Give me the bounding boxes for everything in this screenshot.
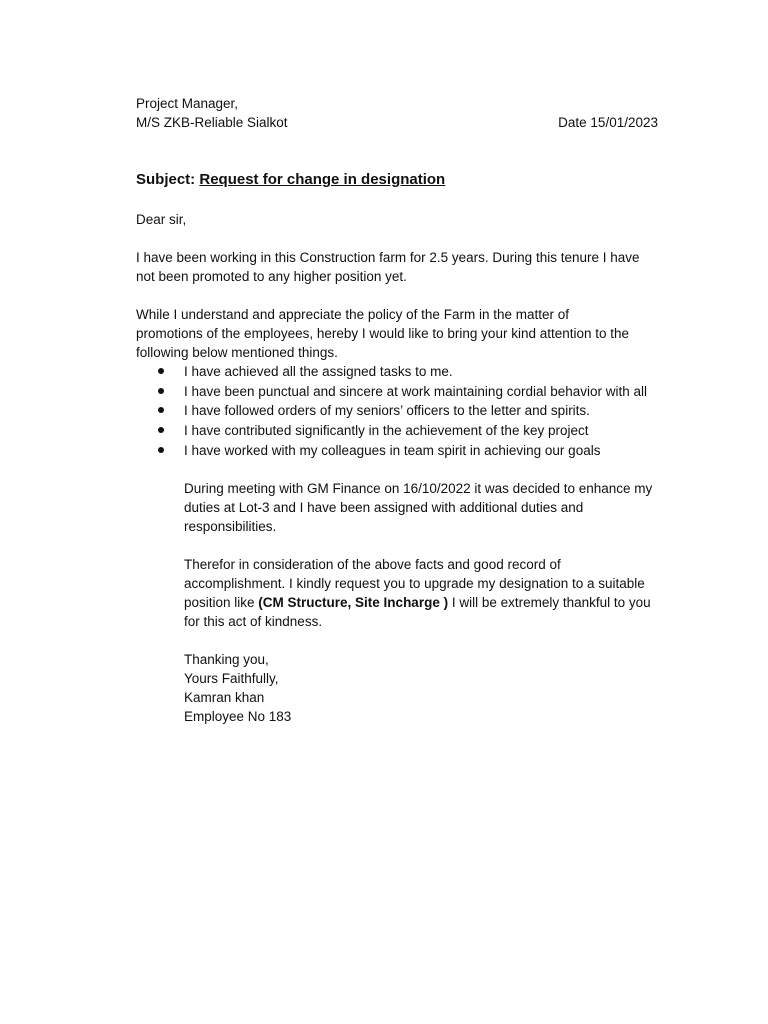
bullet-item: I have worked with my colleagues in team spirit in achieving our goals — [184, 443, 601, 458]
paragraph4-line: for this act of kindness. — [184, 614, 323, 629]
closing-thanks: Thanking you, — [184, 652, 269, 667]
subject-label: Subject: — [136, 171, 196, 188]
paragraph4-text: position like — [184, 595, 259, 610]
paragraph3-line: responsibilities. — [184, 519, 277, 534]
paragraph4-line: accomplishment. I kindly request you to upgrade my designation to a suitable — [184, 576, 645, 591]
recipient-company: M/S ZKB-Reliable Sialkot — [136, 115, 288, 130]
recipient-title: Project Manager, — [136, 96, 239, 111]
bullet-icon — [158, 368, 164, 374]
bullet-icon — [158, 427, 164, 433]
bullet-item: I have achieved all the assigned tasks to me. — [184, 364, 453, 379]
paragraph1-line: I have been working in this Construction farm for 2.5 years. During this tenure I have — [136, 250, 640, 265]
paragraph2-line: promotions of the employees, hereby I would like to bring your kind attention to the — [136, 326, 630, 341]
bullet-icon — [158, 407, 164, 413]
letter-date: Date 15/01/2023 — [558, 115, 658, 130]
salutation: Dear sir, — [136, 212, 187, 227]
closing-valediction: Yours Faithfully, — [184, 671, 279, 686]
paragraph3-line: duties at Lot-3 and I have been assigned with additional duties and — [184, 500, 584, 515]
paragraph1-line: not been promoted to any higher position yet. — [136, 269, 407, 284]
bullet-item: I have been punctual and sincere at work maintaining cordial behavior with all — [184, 384, 648, 399]
paragraph4-text: I will be extremely thankful to you — [448, 595, 651, 610]
paragraph4-line — [184, 593, 651, 612]
subject-line — [136, 170, 445, 189]
bullet-icon — [158, 388, 164, 394]
paragraph2-line: While I understand and appreciate the policy of the Farm in the matter of — [136, 307, 569, 322]
signatory-name: Kamran khan — [184, 690, 265, 705]
paragraph4-line: Therefor in consideration of the above facts and good record of — [184, 557, 561, 572]
paragraph2-line: following below mentioned things. — [136, 345, 338, 360]
requested-positions: (CM Structure, Site Incharge ) — [258, 595, 449, 610]
paragraph3-line: During meeting with GM Finance on 16/10/2022 it was decided to enhance my — [184, 481, 653, 496]
bullet-icon — [158, 447, 164, 453]
bullet-item: I have contributed significantly in the achievement of the key project — [184, 423, 589, 438]
subject-text: Request for change in designation — [199, 171, 446, 188]
bullet-item: I have followed orders of my seniors’ officers to the letter and spirits. — [184, 403, 590, 418]
employee-number: Employee No 183 — [184, 709, 292, 724]
